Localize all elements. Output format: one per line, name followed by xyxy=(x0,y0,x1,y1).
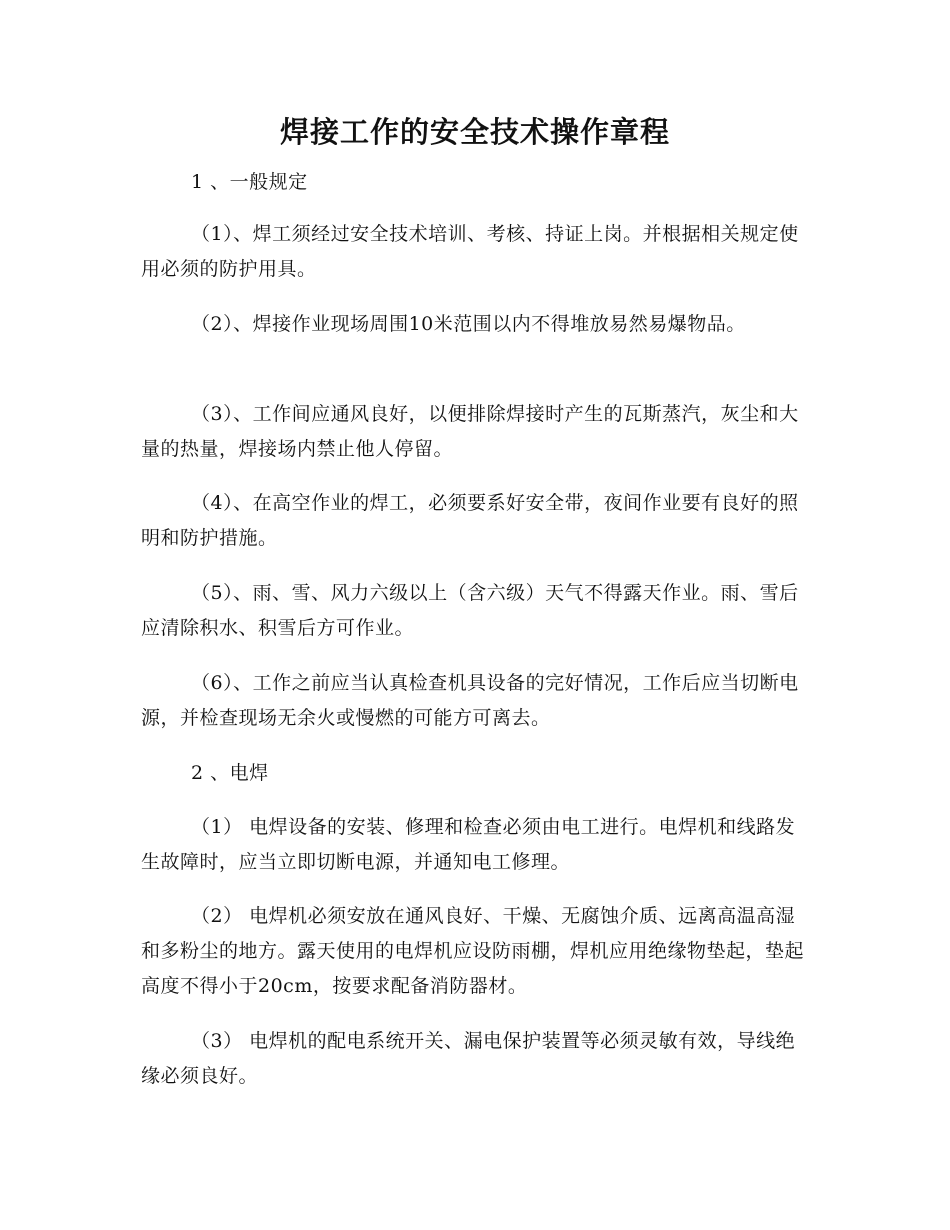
section-heading-general: 1 、一般规定 xyxy=(191,171,308,193)
paragraph-electric-3: （3） 电焊机的配电系统开关、漏电保护装置等必须灵敏有效，导线绝缘必须良好。 xyxy=(141,1030,796,1087)
paragraph-general-6: （6）、工作之前应当认真检查机具设备的完好情况，工作后应当切断电源，并检查现场无余火或慢燃的可能方可离去。 xyxy=(141,672,799,729)
paragraph-general-5: （5）、雨、雪、风力六级以上（含六级）天气不得露天作业。雨、雪后应清除积水、积雪后方可作业。 xyxy=(141,582,799,639)
paragraph-general-2: （2）、焊接作业现场周围10米范围以内不得堆放易然易爆物品。 xyxy=(191,313,746,335)
paragraph-electric-1: （1） 电焊设备的安装、修理和检查必须由电工进行。电焊机和线路发生故障时，应当立即切断电源，并通知电工修理。 xyxy=(141,816,796,873)
paragraph-general-4: （4）、在高空作业的焊工，必须要系好安全带，夜间作业要有良好的照明和防护措施。 xyxy=(141,492,799,549)
page-title: 焊接工作的安全技术操作章程 xyxy=(279,115,670,149)
section-heading-electric-welding: 2 、电焊 xyxy=(191,762,269,784)
paragraph-general-1: （1）、焊工须经过安全技术培训、考核、持证上岗。并根据相关规定使用必须的防护用具。 xyxy=(141,223,799,280)
paragraph-general-3: （3）、工作间应通风良好，以便排除焊接时产生的瓦斯蒸汽，灰尘和大量的热量，焊接场内禁止他人停留。 xyxy=(141,403,799,460)
paragraph-electric-2: （2） 电焊机必须安放在通风良好、干燥、无腐蚀介质、远离高温高湿和多粉尘的地方。露天使用的电焊机应设防雨棚，焊机应用绝缘物垫起，垫起高度不得小于20cm，按要求配备消防器材。 xyxy=(141,905,805,997)
